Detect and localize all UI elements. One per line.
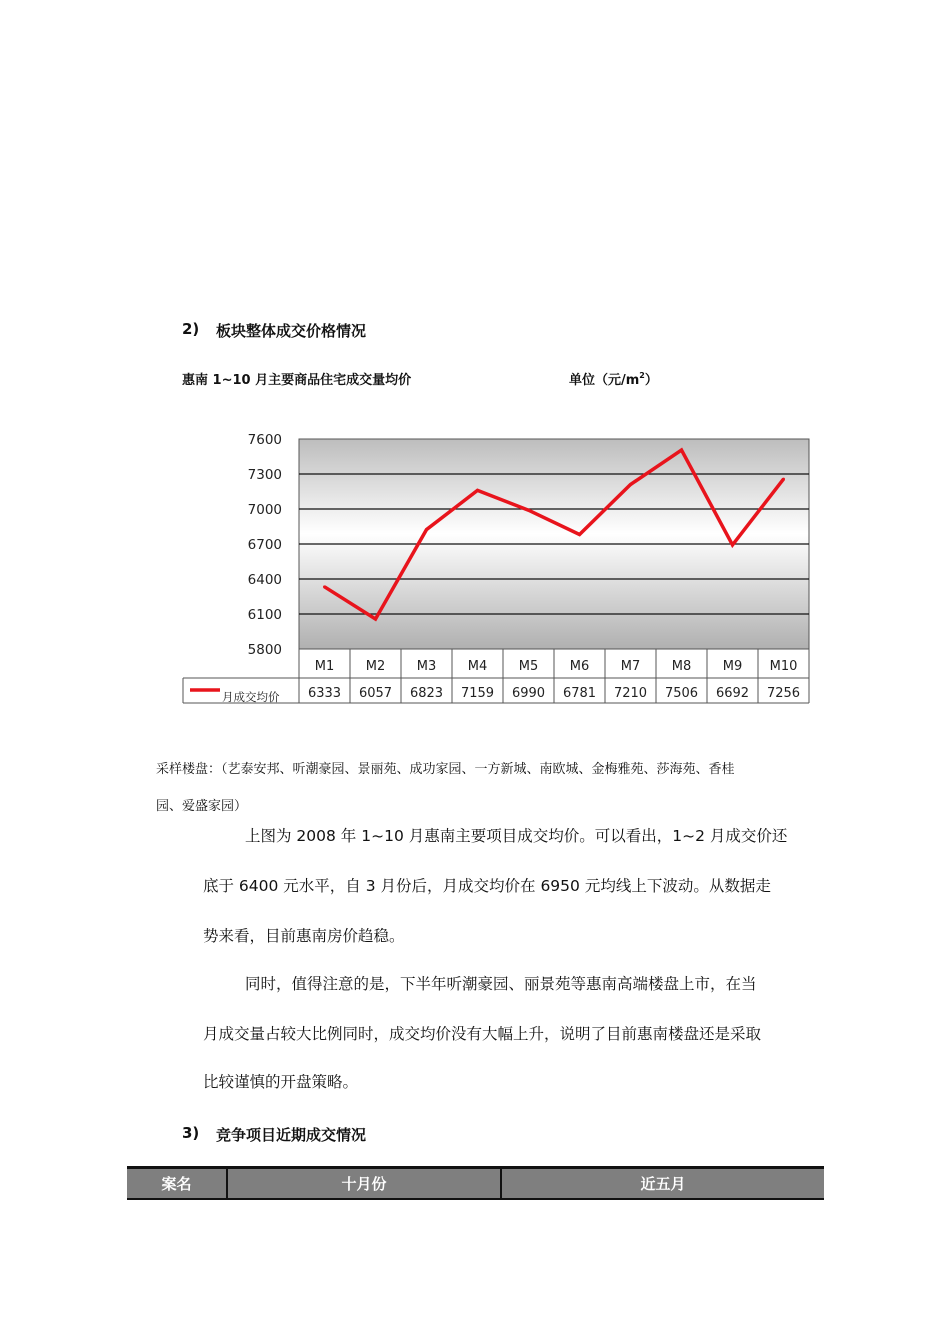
- x-category-label: M4: [467, 659, 488, 674]
- table-value-label: 7210: [613, 686, 648, 701]
- section-3-title: 竞争项目近期成交情况: [216, 1126, 367, 1144]
- table-value-label: 7256: [766, 686, 801, 701]
- table-value-label: 7159: [460, 686, 495, 701]
- table-value-label: 7506: [664, 686, 699, 701]
- paragraph-2-line-2: 月成交量占较大比例同时，成交均价没有大幅上升，说明了目前惠南楼盘还是采取: [203, 1025, 762, 1043]
- section-2-number: 2): [182, 320, 200, 338]
- chart-title: 惠南 1~10 月主要商品住宅成交量均价: [182, 373, 412, 388]
- x-category-label: M6: [569, 659, 590, 674]
- x-category-label: M3: [416, 659, 437, 674]
- section-3-number: 3): [182, 1124, 200, 1142]
- section-2-title: 板块整体成交价格情况: [216, 322, 367, 340]
- table-value-label: 6057: [358, 686, 393, 701]
- data-point: [527, 509, 530, 512]
- competitor-table-header: [127, 1166, 824, 1200]
- paragraph-2-line-1: 同时，值得注意的是，下半年听潮豪园、丽景苑等惠南高端楼盘上市，在当: [245, 975, 757, 993]
- legend-label: 月成交均价: [222, 690, 280, 704]
- y-tick-label: 7300: [247, 467, 282, 483]
- x-category-label: M2: [365, 659, 386, 674]
- y-tick-label: 5800: [247, 642, 282, 658]
- sample-projects-line1: 采样楼盘：（艺泰安邦、听潮豪园、景丽苑、成功家园、一方新城、南欧城、金梅雅苑、莎海苑、香桂: [156, 762, 735, 777]
- data-point: [731, 543, 734, 546]
- data-point: [374, 618, 377, 621]
- x-category-label: M9: [722, 659, 743, 674]
- paragraph-1-line-1: 上图为 2008 年 1~10 月惠南主要项目成交均价。可以看出，1~2 月成交价还: [245, 827, 788, 845]
- data-point: [680, 448, 683, 451]
- table-value-label: 6333: [307, 686, 342, 701]
- header-october: 十月份: [228, 1169, 502, 1198]
- data-point: [629, 483, 632, 486]
- header-last-five-months: 近五月: [640, 1175, 686, 1193]
- x-category-label: M10: [769, 659, 798, 674]
- x-category-label: M5: [518, 659, 539, 674]
- table-value-label: 6781: [562, 686, 597, 701]
- data-point: [476, 489, 479, 492]
- paragraph-1-line-2: 底于 6400 元水平，自 3 月份后，月成交均价在 6950 元均线上下波动。从数据走: [203, 877, 771, 895]
- sample-projects-line2: 园、爱盛家园）: [156, 799, 248, 814]
- y-tick-label: 7000: [247, 502, 282, 518]
- y-tick-label: 7600: [247, 432, 282, 448]
- table-value-label: 6692: [715, 686, 750, 701]
- header-project-name: 案名: [127, 1169, 228, 1198]
- x-category-label: M1: [314, 659, 335, 674]
- y-tick-label: 6400: [247, 572, 282, 588]
- y-tick-label: 6100: [247, 607, 282, 623]
- y-tick-label: 6700: [247, 537, 282, 553]
- paragraph-2-line-3: 比较谨慎的开盘策略。: [203, 1073, 359, 1091]
- data-point: [323, 585, 326, 588]
- data-point: [578, 533, 581, 536]
- paragraph-1-line-3: 势来看，目前惠南房价趋稳。: [203, 927, 405, 945]
- x-category-label: M7: [620, 659, 641, 674]
- table-value-label: 6823: [409, 686, 444, 701]
- chart-unit: 单位（元$/m^2$）: [569, 371, 658, 388]
- data-point: [425, 528, 428, 531]
- x-category-label: M8: [671, 659, 692, 674]
- data-point: [782, 478, 785, 481]
- table-value-label: 6990: [511, 686, 546, 701]
- line-chart: [180, 430, 820, 710]
